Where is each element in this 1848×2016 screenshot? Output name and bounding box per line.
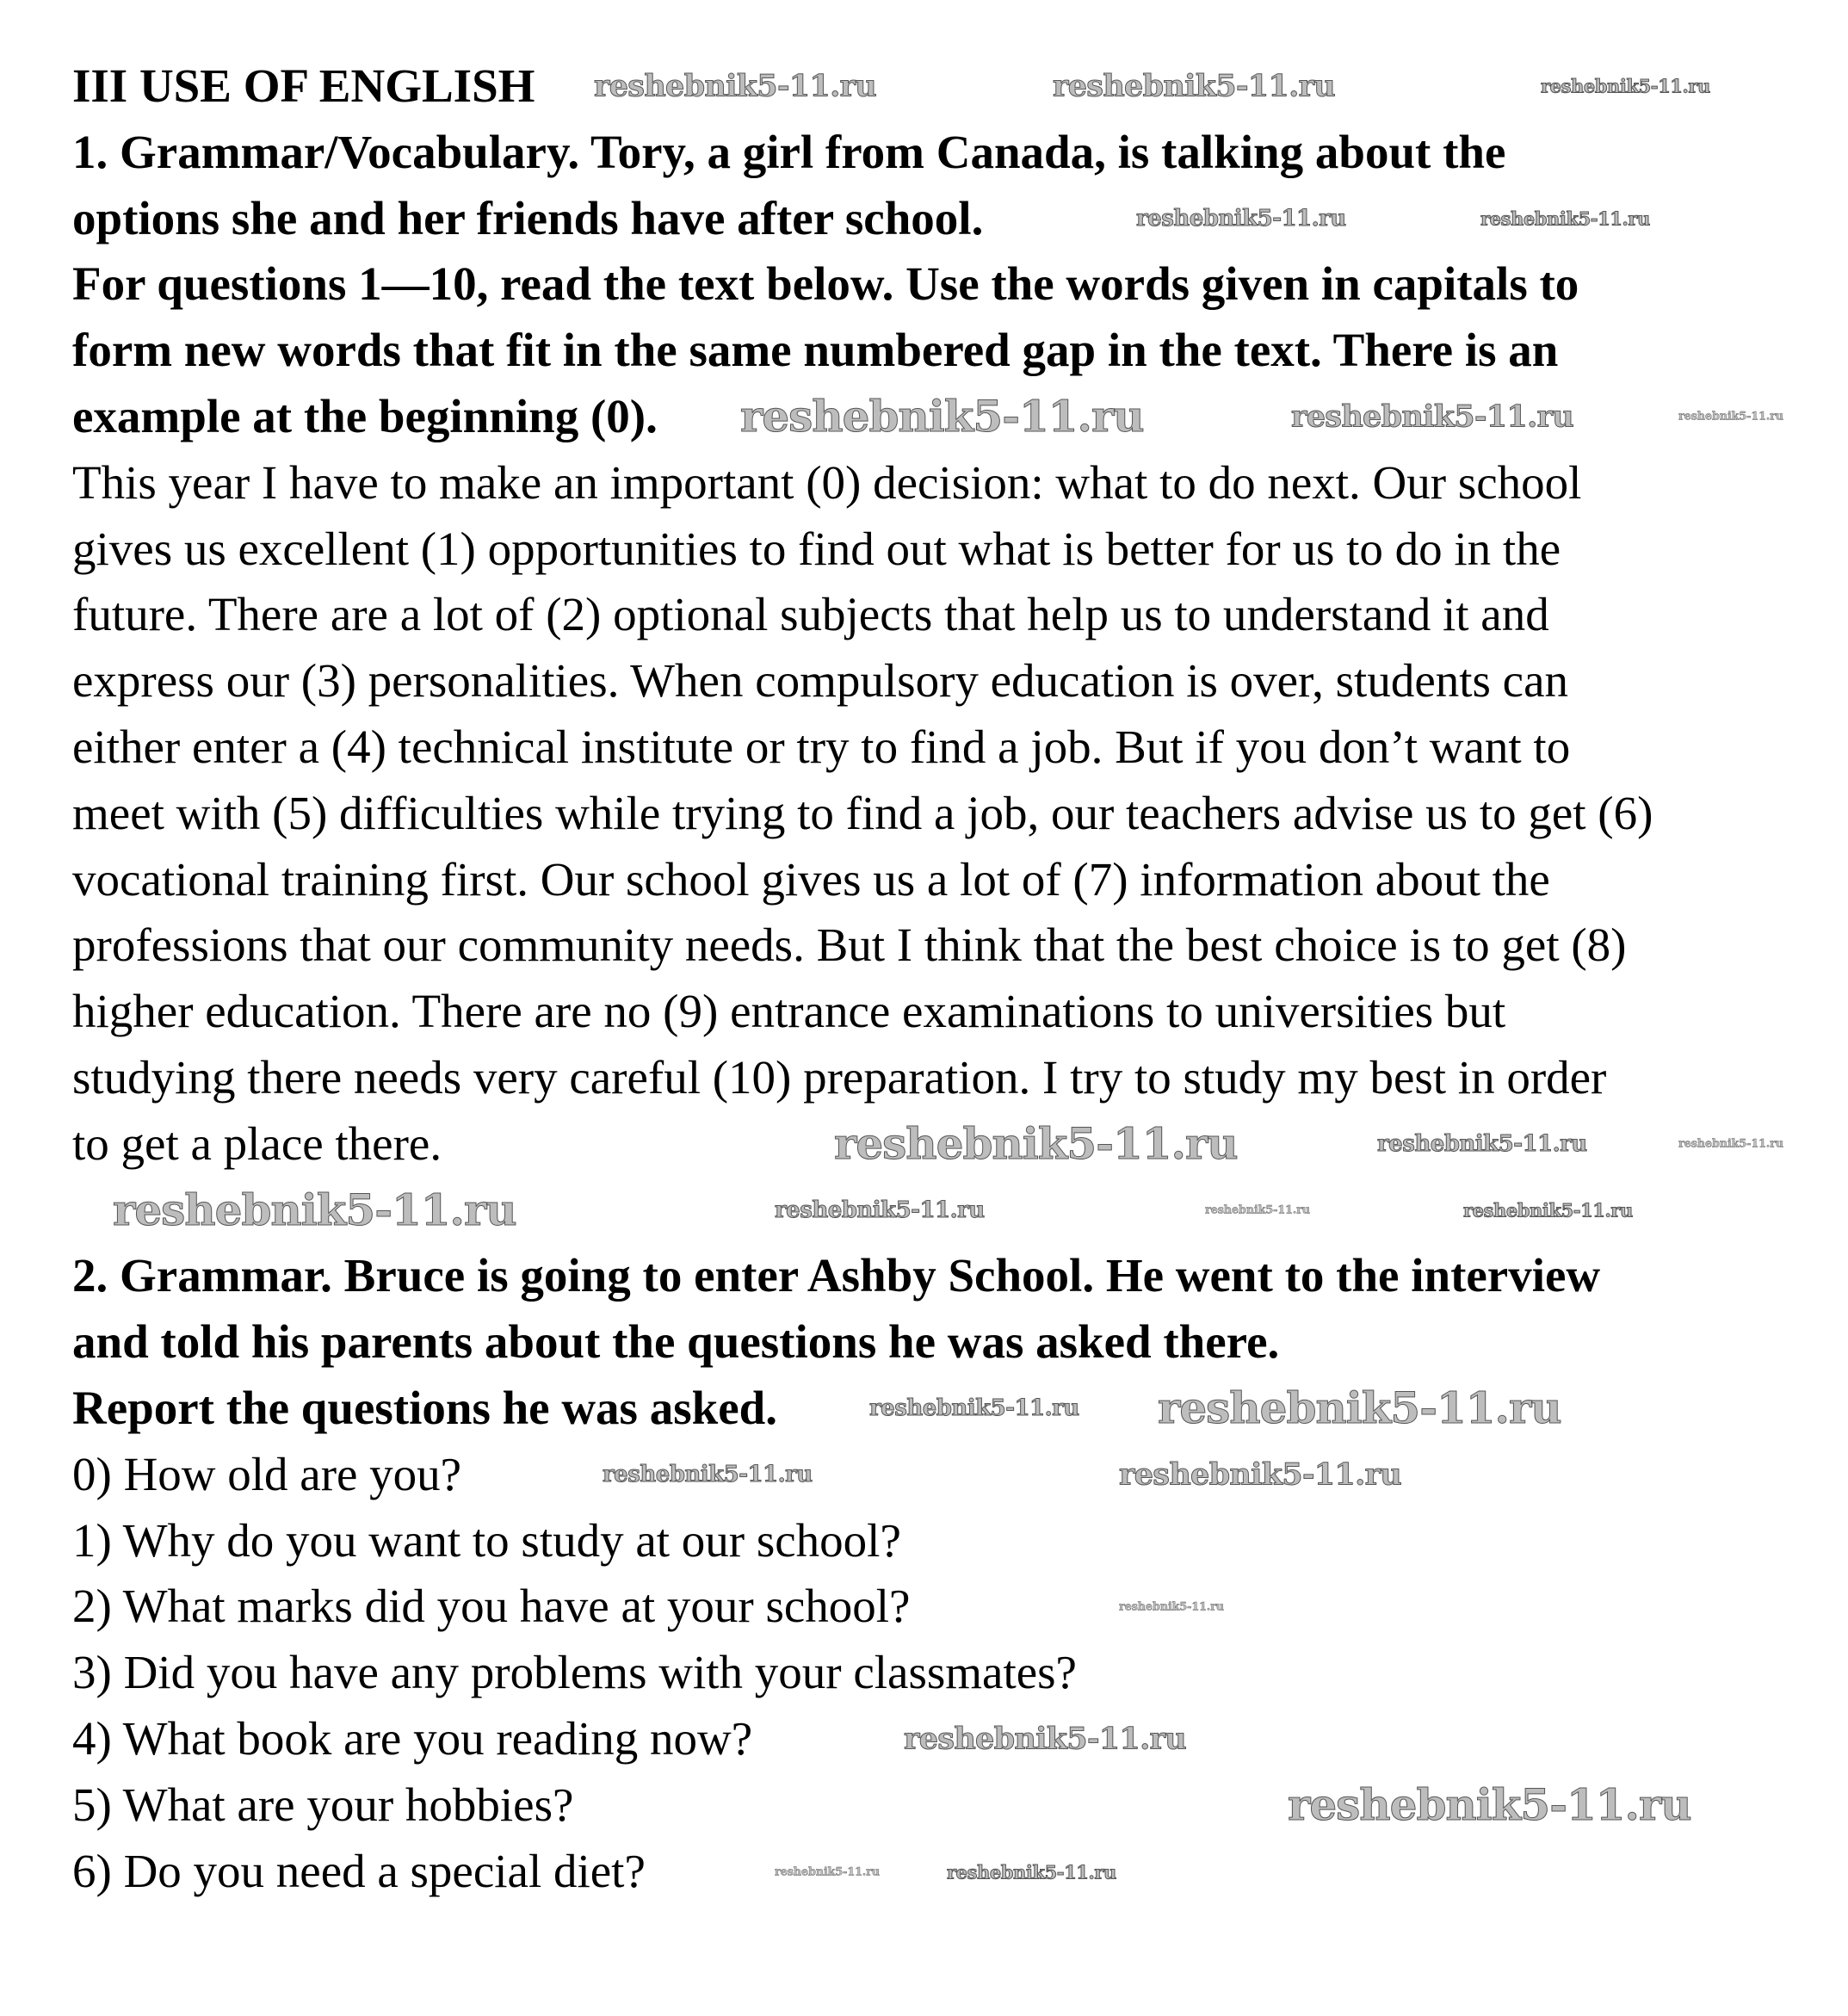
- question-item: 5) What are your hobbies?: [72, 1778, 574, 1831]
- task-1-text-line: meet with (5) difficulties while trying to find a job, our teachers advise us to get (6): [72, 786, 1653, 839]
- task-1-instruction-line: form new words that fit in the same numbered gap in the text. There is an: [72, 324, 1559, 377]
- watermark: reshebnik5-11.ru: [834, 1118, 1238, 1169]
- watermark: reshebnik5-11.ru: [594, 68, 877, 104]
- watermark: reshebnik5-11.ru: [1119, 1456, 1402, 1493]
- question-item: 3) Did you have any problems with your classmates?: [72, 1646, 1077, 1699]
- watermark: reshebnik5-11.ru: [1288, 1779, 1691, 1830]
- section-heading: III USE OF ENGLISH: [72, 59, 535, 112]
- task-2-title-line: and told his parents about the questions he was asked there.: [72, 1315, 1280, 1369]
- watermark: reshebnik5-11.ru: [1205, 1203, 1310, 1217]
- task-1-text-line: higher education. There are no (9) entrance examinations to universities but: [72, 985, 1506, 1038]
- watermark: reshebnik5-11.ru: [1480, 207, 1650, 230]
- task-1-text-line: vocational training first. Our school gives us a lot of (7) information about the: [72, 852, 1550, 906]
- question-item: 6) Do you need a special diet?: [72, 1844, 646, 1897]
- watermark: reshebnik5-11.ru: [1377, 1131, 1587, 1157]
- task-1-text-line: either enter a (4) technical institute or try to find a job. But if you don’t want to: [72, 720, 1571, 773]
- watermark: reshebnik5-11.ru: [947, 1861, 1116, 1883]
- watermark: reshebnik5-11.ru: [603, 1462, 813, 1487]
- task-1-text-line: future. There are a lot of (2) optional subjects that help us to understand it and: [72, 588, 1549, 641]
- task-1-text-line: studying there needs very careful (10) preparation. I try to study my best in order: [72, 1050, 1607, 1104]
- question-item: 1) Why do you want to study at our school?: [72, 1513, 901, 1567]
- watermark: reshebnik5-11.ru: [1119, 1600, 1224, 1614]
- question-item: 4) What book are you reading now?: [72, 1711, 753, 1765]
- watermark: reshebnik5-11.ru: [1291, 399, 1574, 435]
- watermark: reshebnik5-11.ru: [1541, 75, 1710, 97]
- task-1-text-line: to get a place there.: [72, 1116, 442, 1170]
- watermark: reshebnik5-11.ru: [904, 1721, 1187, 1757]
- task-1: [72, 120, 1794, 1178]
- task-1-text-line: professions that our community needs. But I think that the best choice is to get (8): [72, 918, 1627, 972]
- watermark: reshebnik5-11.ru: [1678, 1137, 1783, 1151]
- watermark: reshebnik5-11.ru: [1158, 1382, 1561, 1433]
- question-item: 0) How old are you?: [72, 1447, 462, 1500]
- task-1-title-line: options she and her friends have after school.: [72, 191, 984, 244]
- task-1-text-line: gives us excellent (1) opportunities to find out what is better for us to do in the: [72, 522, 1561, 575]
- watermark: reshebnik5-11.ru: [775, 1197, 985, 1223]
- task-1-instruction-line: example at the beginning (0).: [72, 389, 658, 442]
- watermark: reshebnik5-11.ru: [775, 1865, 880, 1879]
- watermark: reshebnik5-11.ru: [869, 1395, 1079, 1421]
- watermark: reshebnik5-11.ru: [113, 1184, 516, 1235]
- watermark: reshebnik5-11.ru: [1053, 68, 1336, 104]
- task-1-text-line: This year I have to make an important (0) decision: what to do next. Our school: [72, 455, 1582, 509]
- task-2-instruction: Report the questions he was asked.: [72, 1381, 777, 1434]
- task-1-text-line: express our (3) personalities. When compulsory education is over, students can: [72, 654, 1569, 708]
- task-2-title-line: 2. Grammar. Bruce is going to enter Ashby School. He went to the interview: [72, 1249, 1601, 1302]
- task-1-title-line: 1. Grammar/Vocabulary. Tory, a girl from Canada, is talking about the: [72, 125, 1506, 178]
- watermark: reshebnik5-11.ru: [740, 391, 1144, 442]
- question-item: 2) What marks did you have at your school?: [72, 1580, 911, 1633]
- task-1-instruction-line: For questions 1—10, read the text below. Use the words given in capitals to: [72, 257, 1579, 311]
- watermark: reshebnik5-11.ru: [1463, 1199, 1633, 1221]
- watermark: reshebnik5-11.ru: [1678, 410, 1783, 424]
- watermark: reshebnik5-11.ru: [1136, 206, 1346, 232]
- document-page: [72, 53, 1794, 1904]
